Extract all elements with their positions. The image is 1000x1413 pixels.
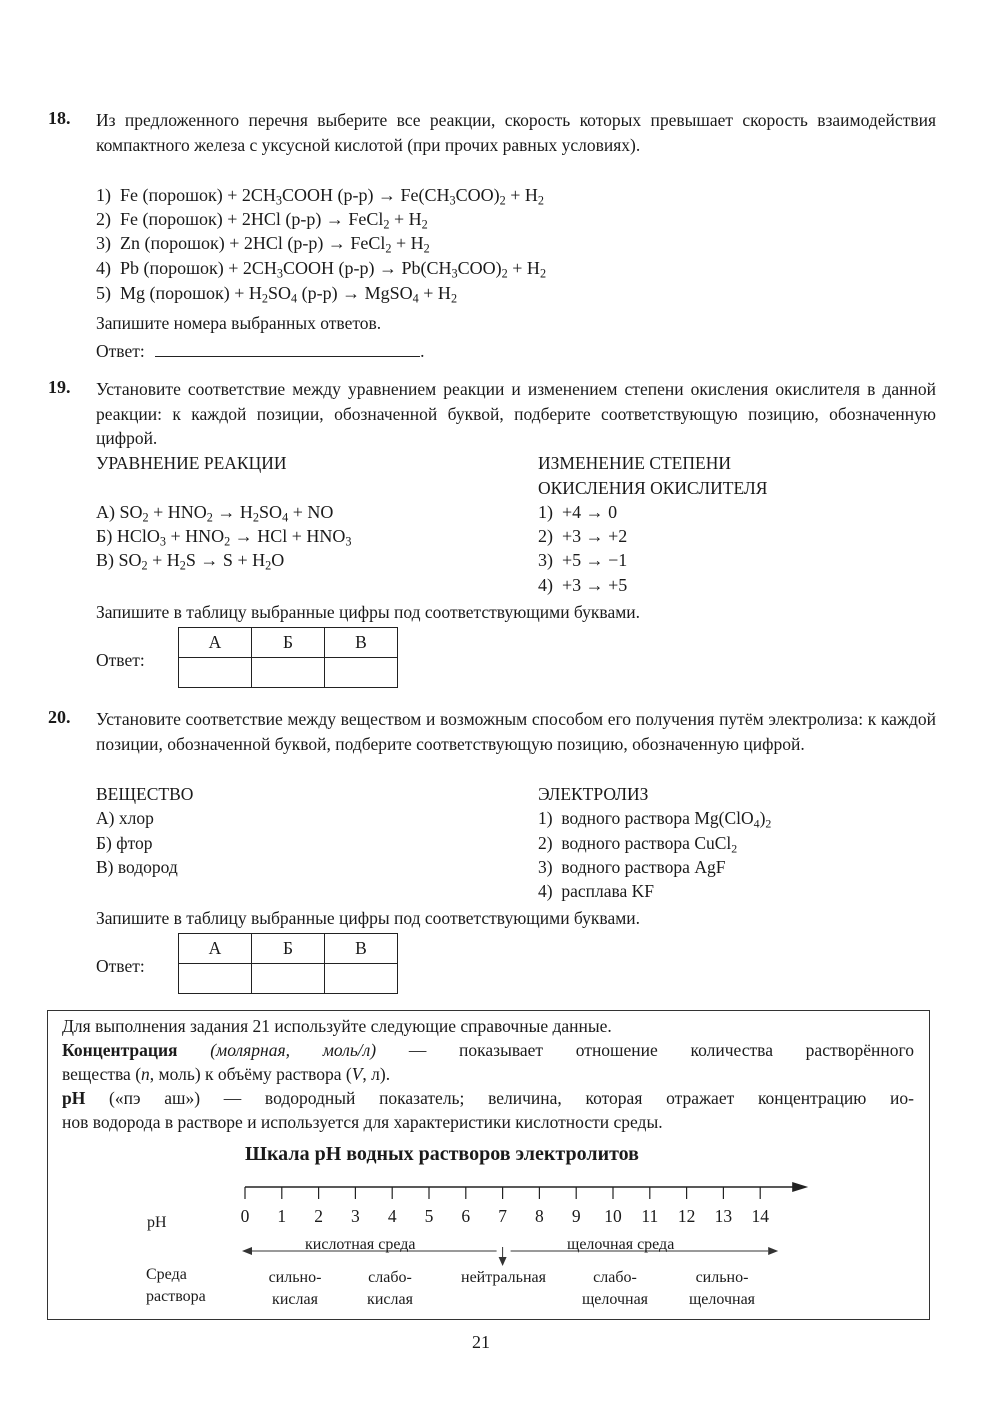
q20-left-item-b: Б) фтор (96, 833, 153, 853)
q19-answer-label: Ответ: (96, 650, 145, 670)
medium-weak-alkaline: слабо- щелочная (581, 1269, 649, 1308)
acid-medium-label: кислотная среда (305, 1236, 416, 1253)
ph-tick-label-9: 9 (571, 1206, 581, 1226)
q18-option-4: 4) Pb (порошок) + $2CH_3COOH$ $(р-р) \to Pb(CH_3COO)_2 + H_2$ (96, 258, 547, 281)
ph-axis-label: pH (147, 1214, 167, 1231)
medium-strong-alkaline: сильно- щелочная (688, 1269, 756, 1308)
ph-tick-label-1: 1 (277, 1206, 287, 1226)
ph-tick-label-8: 8 (535, 1206, 544, 1226)
q18-option-1: 1) Fe (порошок) + $2CH_3COOH$ $(р-р) \to Fe(CH_3COO)_2 + H_2$ (96, 185, 545, 208)
q19-right-item-2: 2) +3 → +2 (538, 526, 628, 546)
q18-option-5: 5) Mg (порошок) + $H_2SO_4$ (р-р) → MgSO$_4$ + $H_2$ (96, 283, 458, 306)
q20-left-item-a: А) хлор (96, 808, 154, 828)
q19-instruction: Запишите в таблицу выбранные цифры под соответствующими буквами. (96, 602, 641, 622)
q18-option-2: 2) Fe (порошок) + 2HCl (р-р) → FeCl$_2$ + $H_2$ (96, 209, 428, 232)
q19-col-b-header: Б (252, 628, 325, 658)
q20-col-b-header: Б (252, 934, 325, 964)
ph-tick-label-10: 10 (604, 1206, 622, 1226)
q20-right-item-1: 1) водного раствора $Mg(ClO_4)_2$ (538, 808, 772, 831)
ph-ticks (245, 1187, 760, 1199)
question-18-number: 18. (48, 108, 71, 128)
ph-term: pH (62, 1088, 86, 1108)
ph-tick-label-0: 0 (240, 1206, 250, 1226)
q20-right-header: ЭЛЕКТРОЛИЗ (538, 784, 649, 804)
medium-neutral: нейтральная (461, 1269, 546, 1286)
q20-right-item-3: 3) водного раствора AgF (538, 857, 726, 877)
q18-answer-row: Ответ: . (96, 341, 425, 361)
ph-tick-label-3: 3 (351, 1206, 360, 1226)
info-concentration-line-1: Концентрация (молярная, моль/л) — показывает отношение количества растворённого (62, 1040, 915, 1060)
ph-tick-label-7: 7 (498, 1206, 507, 1226)
ph-axis-arrowhead (792, 1182, 808, 1192)
alkaline-medium-label: щелочная среда (567, 1236, 675, 1253)
question-19-number: 19. (48, 377, 71, 397)
medium-weak-acid: слабо- кислая (367, 1269, 413, 1308)
q20-right-item-4: 4) расплава KF (538, 881, 655, 901)
q19-left-item-a: А) $SO_2 + HNO_2 \to H_2SO_4$ + NO (96, 502, 334, 525)
q18-answer-label: Ответ: (96, 341, 145, 361)
q19-col-a-header: А (179, 628, 252, 658)
q19-right-item-3: 3) +5 → −1 (538, 550, 628, 570)
ph-tick-label-12: 12 (677, 1206, 696, 1226)
concentration-term: Концентрация (62, 1040, 178, 1060)
q19-left-item-b: Б) HClO$_3$ + $HNO_2$ → HCl + $HNO_3$ (96, 526, 352, 549)
q20-left-item-v: В) водород (96, 857, 178, 877)
q20-instruction: Запишите в таблицу выбранные цифры под соответствующими буквами. (96, 908, 641, 928)
ph-tick-label-6: 6 (461, 1206, 471, 1226)
q18-option-3: 3) Zn (порошок) + 2HCl (р-р) → FeCl$_2$ + $H_2$ (96, 233, 430, 256)
medium-row-label: Среда раствора (146, 1266, 206, 1305)
acid-arrow-head (242, 1247, 252, 1255)
info-concentration-line-2: вещества (n, моль) к объёму раствора (V, л). (62, 1064, 391, 1084)
question-19-text: Установите соответствие между уравнением реакции и изменением степени окисления окислителя в данной реакции: к каждой позиции, обозначенной буквой, подберите соответствующую позицию, обозначенную цифрой. (96, 379, 936, 448)
medium-strong-acid: сильно- кислая (268, 1269, 322, 1308)
q19-col-v-header: В (325, 628, 398, 658)
neutral-arrow-head (499, 1257, 507, 1266)
ph-tick-label-14: 14 (751, 1206, 769, 1226)
q19-left-item-v: В) $SO_2 + H_2S \to S + H_2O$ (96, 550, 285, 573)
q20-left-header: ВЕЩЕСТВО (96, 784, 194, 804)
ph-tick-label-11: 11 (641, 1206, 659, 1226)
info-ph-line-2: нов водорода в растворе и используется для характеристики кислотности среды. (62, 1112, 663, 1132)
ph-tick-label-5: 5 (424, 1206, 434, 1226)
q19-right-item-4: 4) +3 → +5 (538, 575, 628, 595)
q20-right-item-2: 2) водного раствора CuCl$_2$ (538, 833, 738, 856)
q19-left-header: УРАВНЕНИЕ РЕАКЦИИ (96, 453, 287, 473)
question-20-number: 20. (48, 707, 71, 727)
ph-tick-label-2: 2 (314, 1206, 323, 1226)
ph-tick-label-13: 13 (714, 1206, 733, 1226)
q18-instruction: Запишите номера выбранных ответов. (96, 313, 382, 333)
question-20-text: Установите соответствие между веществом и возможным способом его получения путём электролиза: к каждой позиции, обозначенной буквой, подберите соответствующую позицию, обозначенную цифрой. (96, 709, 936, 754)
question-18-text: Из предложенного перечня выберите все реакции, скорость которых превышает скорость взаимодействия компактного железа с уксусной кислотой (при прочих равных условиях). (96, 110, 936, 155)
q20-answer-label: Ответ: (96, 956, 145, 976)
q19-right-header-1: ИЗМЕНЕНИЕ СТЕПЕНИ (538, 453, 731, 473)
alkaline-arrow-head (768, 1247, 778, 1255)
ph-scale-title: Шкала pH водных растворов электролитов (245, 1143, 639, 1165)
q19-right-item-1: 1) +4 → 0 (538, 502, 618, 522)
page-number: 21 (472, 1332, 490, 1352)
info-ph-line-1: pH («пэ аш») — водородный показатель; величина, которая отражает концентрацию ио- (62, 1088, 914, 1108)
q20-col-v-header: В (325, 934, 398, 964)
q20-col-a-header: А (179, 934, 252, 964)
q19-right-header-2: ОКИСЛЕНИЯ ОКИСЛИТЕЛЯ (538, 478, 768, 498)
info-intro: Для выполнения задания 21 используйте следующие справочные данные. (62, 1016, 612, 1036)
ph-tick-label-4: 4 (387, 1206, 397, 1226)
